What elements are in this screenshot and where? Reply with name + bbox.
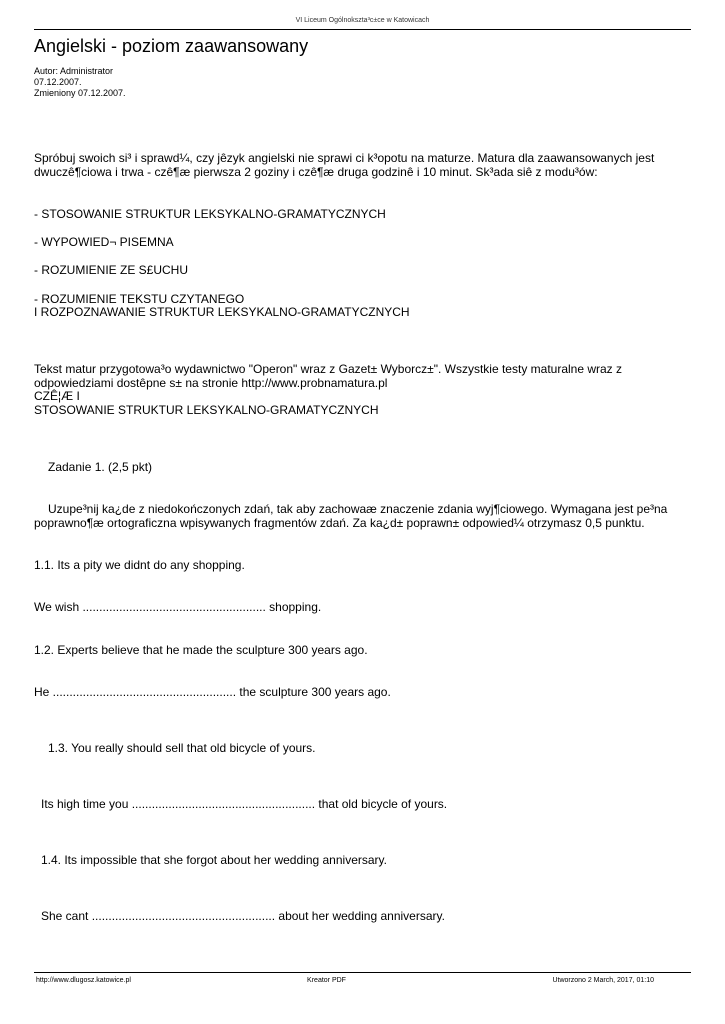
instruction-line: Uzupe³nij ka¿de z niedokończonych zdań, tak aby zachowaæ znaczenie zdania wyj¶ciowego. Wymagana jest pe³na bbox=[48, 502, 668, 516]
author-line: Autor: Administrator bbox=[34, 66, 114, 76]
task-label: Zadanie 1. (2,5 pkt) bbox=[48, 460, 153, 474]
intro-line: Spróbuj swoich si³ i sprawd¼, czy jêzyk angielski nie sprawi ci k³opotu na maturze. Matura dla zaawansowanych jest bbox=[34, 151, 655, 165]
exercise-prompt: 1.2. Experts believe that he made the sculpture 300 years ago. bbox=[34, 643, 368, 657]
publish-date: 07.12.2007. bbox=[34, 77, 82, 87]
exercise-answer-line: We wish ....................................................... shopping. bbox=[34, 600, 322, 614]
page-title: Angielski - poziom zaawansowany bbox=[34, 36, 309, 56]
exercise-answer-line: She cant ....................................................... about her wedding anniversary. bbox=[41, 909, 445, 923]
exercise-answer-line: Its high time you ....................................................... that old bicycle of yours. bbox=[41, 797, 448, 811]
part-title: STOSOWANIE STRUKTUR LEKSYKALNO-GRAMATYCZNYCH bbox=[34, 403, 379, 417]
modified-date: Zmieniony 07.12.2007. bbox=[34, 88, 126, 98]
module-item: - ROZUMIENIE ZE S£UCHU bbox=[34, 263, 189, 277]
module-item: - WYPOWIED¬ PISEMNA bbox=[34, 235, 174, 249]
module-item: - STOSOWANIE STRUKTUR LEKSYKALNO-GRAMATYCZNYCH bbox=[34, 207, 386, 221]
source-line: odpowiedziami dostêpne s± na stronie http://www.probnamatura.pl bbox=[34, 376, 388, 390]
exercise-answer-line: He ....................................................... the sculpture 300 years ago. bbox=[34, 685, 391, 699]
page-header-text: VI Liceum Ogólnokszta³c±ce w Katowicach bbox=[295, 17, 430, 24]
exercise-prompt: 1.3. You really should sell that old bicycle of yours. bbox=[48, 741, 316, 755]
exercise-prompt: 1.1. Its a pity we didnt do any shopping. bbox=[34, 558, 245, 572]
header-divider bbox=[34, 29, 691, 30]
part-label: CZÊ¦Æ I bbox=[34, 389, 80, 403]
module-item: - ROZUMIENIE TEKSTU CZYTANEGO bbox=[34, 292, 245, 306]
intro-line: dwuczê¶ciowa i trwa - czê¶æ pierwsza 2 goziny i czê¶æ druga godzinê i 10 minut. Sk³ada siê z modu³ów: bbox=[34, 165, 598, 179]
footer-generator: Kreator PDF bbox=[307, 977, 346, 984]
footer-url[interactable]: http://www.dlugosz.katowice.pl bbox=[36, 977, 131, 984]
module-item: I ROZPOZNAWANIE STRUKTUR LEKSYKALNO-GRAMATYCZNYCH bbox=[34, 305, 410, 319]
source-line: Tekst matur przygotowa³o wydawnictwo "Operon" wraz z Gazet± Wyborcz±". Wszystkie testy maturalne wraz z bbox=[34, 362, 623, 376]
exercise-prompt: 1.4. Its impossible that she forgot about her wedding anniversary. bbox=[41, 853, 387, 867]
footer-divider bbox=[34, 972, 691, 973]
footer-created: Utworzono 2 March, 2017, 01:10 bbox=[552, 977, 654, 984]
instruction-line: poprawno¶æ ortograficzna wpisywanych fragmentów zdań. Za ka¿d± poprawn± odpowied¼ otrzymasz 0,5 punktu. bbox=[34, 516, 645, 530]
